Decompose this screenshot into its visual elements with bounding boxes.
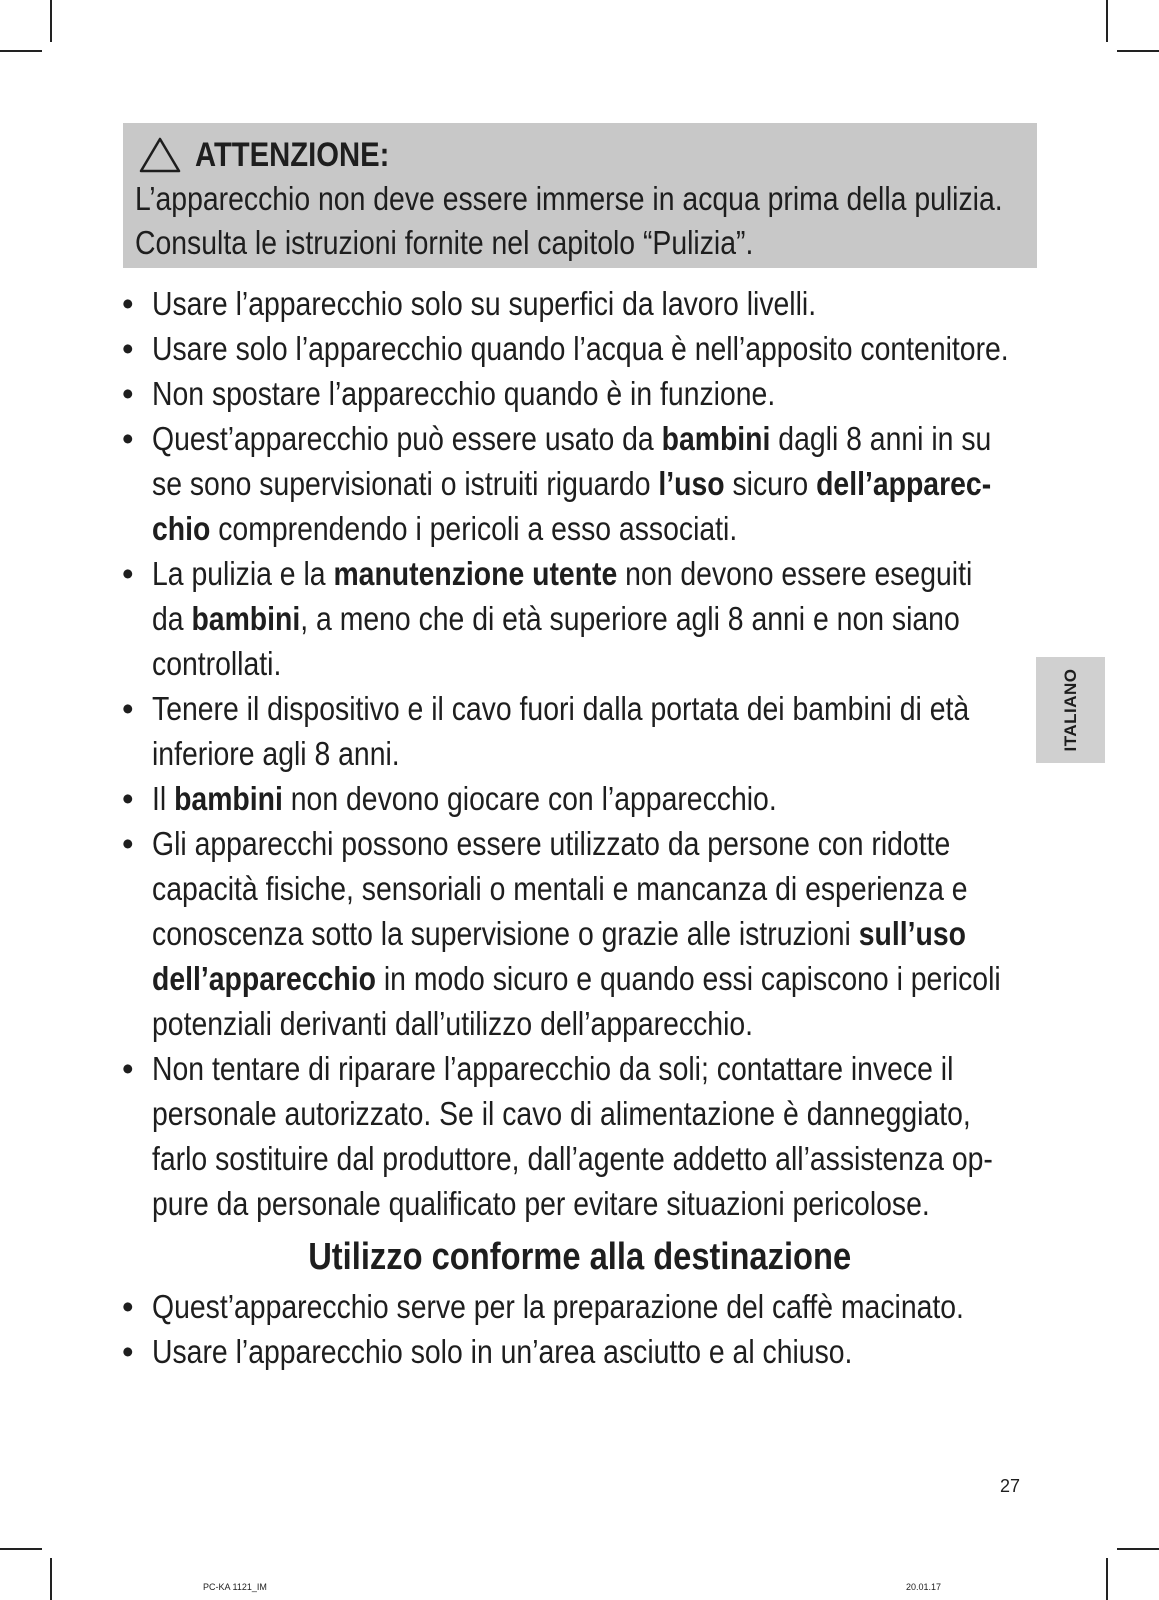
- list-item-text: Non spostare l’apparecchio quando è in funzione.: [152, 375, 776, 412]
- list-item-text: capacità fisiche, sensoriali o mentali e mancanza di esperienza e: [152, 870, 968, 907]
- list-item-text: pure da personale qualificato per evitare situazioni pericolose.: [152, 1185, 930, 1222]
- warning-text-line: Consulta le istruzioni fornite nel capitolo “Pulizia”.: [135, 224, 754, 261]
- list-item-continuation: [122, 911, 1032, 956]
- list-item-text: Usare l’apparecchio solo in un’area asciutto e al chiuso.: [152, 1333, 853, 1370]
- list-item-text: personale autorizzato. Se il cavo di alimentazione è danneggiato,: [152, 1095, 971, 1132]
- crop-mark: [1117, 1548, 1159, 1550]
- list-item-text: Usare solo l’apparecchio quando l’acqua è nell’apposito contenitore.: [152, 330, 1009, 367]
- section-heading-text: Utilizzo conforme alla destinazione: [308, 1236, 851, 1278]
- warning-title: ATTENZIONE:: [195, 135, 390, 174]
- list-item: [122, 1046, 1032, 1091]
- list-item-text: inferiore agli 8 anni.: [152, 735, 400, 772]
- crop-mark: [0, 1548, 42, 1550]
- bullet: •: [122, 555, 134, 592]
- list-item: [122, 371, 1032, 416]
- bullet: •: [122, 330, 134, 367]
- bullet: •: [122, 690, 134, 727]
- list-item: [122, 821, 1032, 866]
- warning-triangle-icon: [139, 137, 181, 173]
- list-item-continuation: [122, 506, 1032, 551]
- footer-date: 20.01.17: [906, 1582, 942, 1592]
- crop-mark: [50, 0, 52, 42]
- list-item-continuation: [122, 641, 1032, 686]
- list-item-continuation: [122, 1181, 1032, 1226]
- list-item: [122, 776, 1032, 821]
- list-item-text: conoscenza sotto la supervisione o grazie alle istruzioni sull’uso: [152, 915, 966, 952]
- bullet: •: [122, 1288, 134, 1325]
- list-item-continuation: [122, 461, 1032, 506]
- list-item: [122, 326, 1032, 371]
- list-item-text: se sono supervisionati o istruiti riguardo l’uso sicuro dell’apparec-: [152, 465, 992, 502]
- bullet: •: [122, 420, 134, 457]
- warning-text-line: L’apparecchio non deve essere immerse in acqua prima della pulizia.: [135, 180, 1003, 217]
- list-item-text: Quest’apparecchio serve per la preparazione del caffè macinato.: [152, 1288, 964, 1325]
- list-item-text: farlo sostituire dal produttore, dall’agente addetto all’assistenza op-: [152, 1140, 993, 1177]
- list-item: [122, 1284, 1032, 1329]
- crop-mark: [0, 50, 42, 52]
- list-item: [122, 281, 1032, 326]
- warning-header: [135, 133, 1025, 177]
- list-item-continuation: [122, 596, 1032, 641]
- list-item: [122, 686, 1032, 731]
- list-item-text: Il bambini non devono giocare con l’apparecchio.: [152, 780, 777, 817]
- list-item-continuation: [122, 1091, 1032, 1136]
- list-item-text: dell’apparecchio in modo sicuro e quando essi capiscono i pericoli: [152, 960, 1001, 997]
- list-item-text: chio comprendendo i pericoli a esso associati.: [152, 510, 738, 547]
- list-item-continuation: [122, 731, 1032, 776]
- section-heading: [0, 1232, 1159, 1282]
- page-number: 27: [1000, 1476, 1021, 1496]
- bullet: •: [122, 375, 134, 412]
- list-item-text: Tenere il dispositivo e il cavo fuori dalla portata dei bambini di età: [152, 690, 970, 727]
- list-item-text: Usare l’apparecchio solo su superfici da lavoro livelli.: [152, 285, 817, 322]
- crop-mark: [1106, 1558, 1108, 1600]
- footer-doc-id: PC-KA 1121_IM: [203, 1582, 267, 1592]
- list-item-continuation: [122, 956, 1032, 1001]
- list-item: [122, 416, 1032, 461]
- list-item: [122, 551, 1032, 596]
- bullet: •: [122, 825, 134, 862]
- list-item-continuation: [122, 1136, 1032, 1181]
- list-item-text: Quest’apparecchio può essere usato da bambini dagli 8 anni in su: [152, 420, 992, 457]
- warning-box: [123, 123, 1037, 268]
- bullet: •: [122, 1333, 134, 1370]
- list-item-continuation: [122, 1001, 1032, 1046]
- list-item: [122, 1329, 1032, 1374]
- intended-use-list: [122, 1284, 1032, 1374]
- bullet: •: [122, 285, 134, 322]
- list-item-text: da bambini, a meno che di età superiore agli 8 anni e non siano: [152, 600, 960, 637]
- list-item-text: controllati.: [152, 645, 282, 682]
- language-tab: [1036, 657, 1105, 763]
- crop-mark: [50, 1558, 52, 1600]
- safety-list: [122, 281, 1032, 1226]
- bullet: •: [122, 780, 134, 817]
- crop-mark: [1117, 50, 1159, 52]
- list-item-text: La pulizia e la manutenzione utente non devono essere eseguiti: [152, 555, 973, 592]
- list-item-text: potenziali derivanti dall’utilizzo dell’apparecchio.: [152, 1005, 754, 1042]
- list-item-text: Gli apparecchi possono essere utilizzato da persone con ridotte: [152, 825, 951, 862]
- language-tab-label: ITALIANO: [1060, 668, 1080, 752]
- bullet: •: [122, 1050, 134, 1087]
- list-item-continuation: [122, 866, 1032, 911]
- crop-mark: [1106, 0, 1108, 42]
- list-item-text: Non tentare di riparare l’apparecchio da soli; contattare invece il: [152, 1050, 954, 1087]
